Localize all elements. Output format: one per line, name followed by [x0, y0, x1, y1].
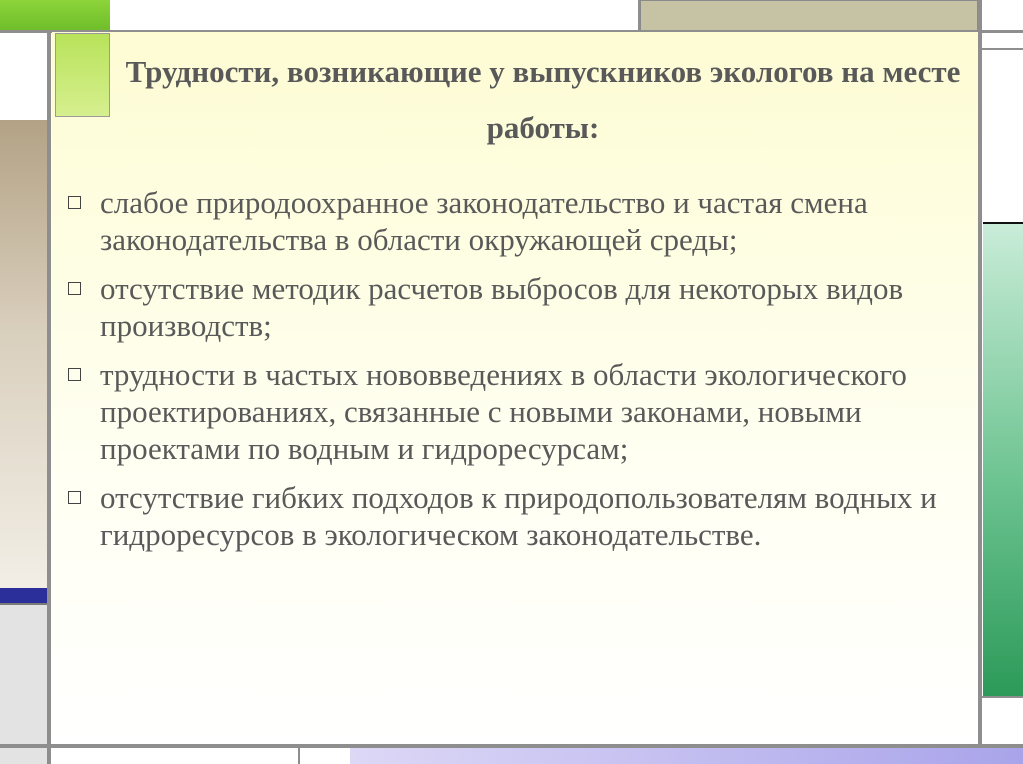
bullet-list — [65, 184, 965, 565]
square-bullet-icon — [68, 196, 81, 209]
frame-line-right-upper — [982, 48, 1023, 50]
list-item-text: отсутствие гибких подходов к природопользователям водных и гидроресурсов в экологическом законодательстве. — [100, 480, 937, 552]
decor-left-grey-block — [0, 603, 47, 764]
list-item-text: отсутствие методик расчетов выбросов для некоторых видов производств; — [100, 271, 904, 343]
decor-green-gradient-block — [983, 222, 1023, 696]
slide-title: Трудности, возникающие у выпускников экологов на месте работы: — [125, 54, 961, 145]
list-item — [65, 184, 965, 258]
square-bullet-icon — [68, 368, 81, 381]
frame-line-bottom — [0, 744, 1023, 748]
frame-line-left — [47, 30, 51, 764]
decor-navy-stripe — [0, 588, 47, 603]
frame-line-right — [978, 0, 982, 744]
square-bullet-icon — [68, 282, 81, 295]
list-item — [65, 356, 965, 467]
decor-lavender-bar — [350, 748, 1023, 764]
square-bullet-icon — [68, 491, 81, 504]
decor-lime-bar — [0, 0, 110, 30]
list-item — [65, 270, 965, 344]
decor-left-gradient-block — [0, 120, 47, 588]
list-item-text: слабое природоохранное законодательство и частая смена законодательства в области окружающей среды; — [100, 185, 868, 257]
frame-line-right-lower — [982, 696, 1023, 698]
list-item — [65, 479, 965, 553]
list-item-text: трудности в частых нововведениях в области экологического проектированиях, связанные с новыми законами, новыми проектами по водным и гидроресурсам; — [100, 357, 907, 466]
decor-lime-square — [55, 33, 110, 117]
